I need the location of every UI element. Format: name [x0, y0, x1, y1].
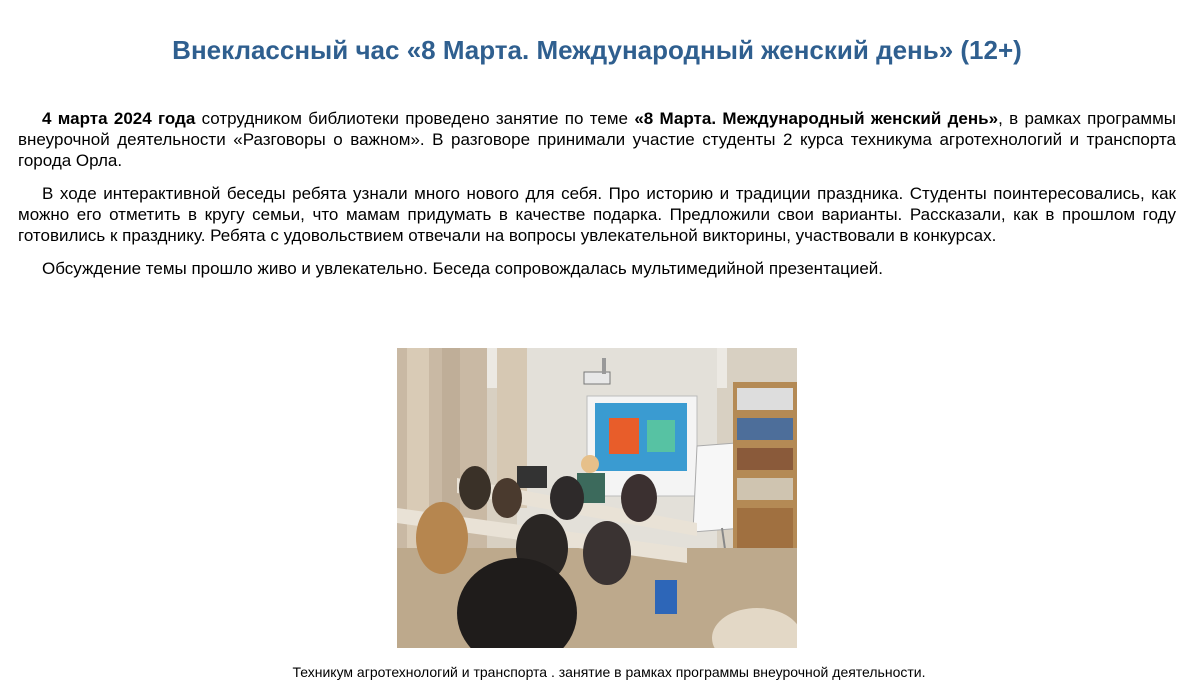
- photo-caption: Техникум агротехнологий и транспорта . занятие в рамках программы внеурочной деятельности.: [292, 664, 926, 680]
- paragraph-1-text-a: сотрудником библиотеки проведено занятие по теме: [195, 109, 635, 128]
- paragraph-1-text-b: , в рамках программы внеурочной деятельности «Разговоры о важном». В разговоре принимали участие студенты 2 курса техникума агротехнологий и транспорта города Орла.: [18, 109, 1176, 170]
- article-title: Внеклассный час «8 Марта. Международный женский день» (12+): [172, 35, 1022, 65]
- paragraph-2: В ходе интерактивной беседы ребята узнали много нового для себя. Про историю и традиции праздника. Студенты поинтересовались, как можно его отметить в кругу семьи, что мамам придумать в качестве подарка. Предложили свои варианты. Рассказали, как в прошлом году готовились к празднику. Ребята с удовольствием отвечали на вопросы увлекательной викторины, участвовали в конкурсах.: [18, 184, 1176, 245]
- event-topic: «8 Марта. Международный женский день»: [634, 109, 999, 128]
- article-body: [18, 108, 1176, 291]
- event-date: 4 марта 2024 года: [42, 109, 196, 128]
- paragraph-3: Обсуждение темы прошло живо и увлекательно. Беседа сопровождалась мультимедийной презентацией.: [42, 259, 884, 278]
- classroom-photo[interactable]: [397, 348, 797, 648]
- classroom-photo-illustration: [397, 348, 797, 648]
- paragraph-1: [18, 108, 1176, 171]
